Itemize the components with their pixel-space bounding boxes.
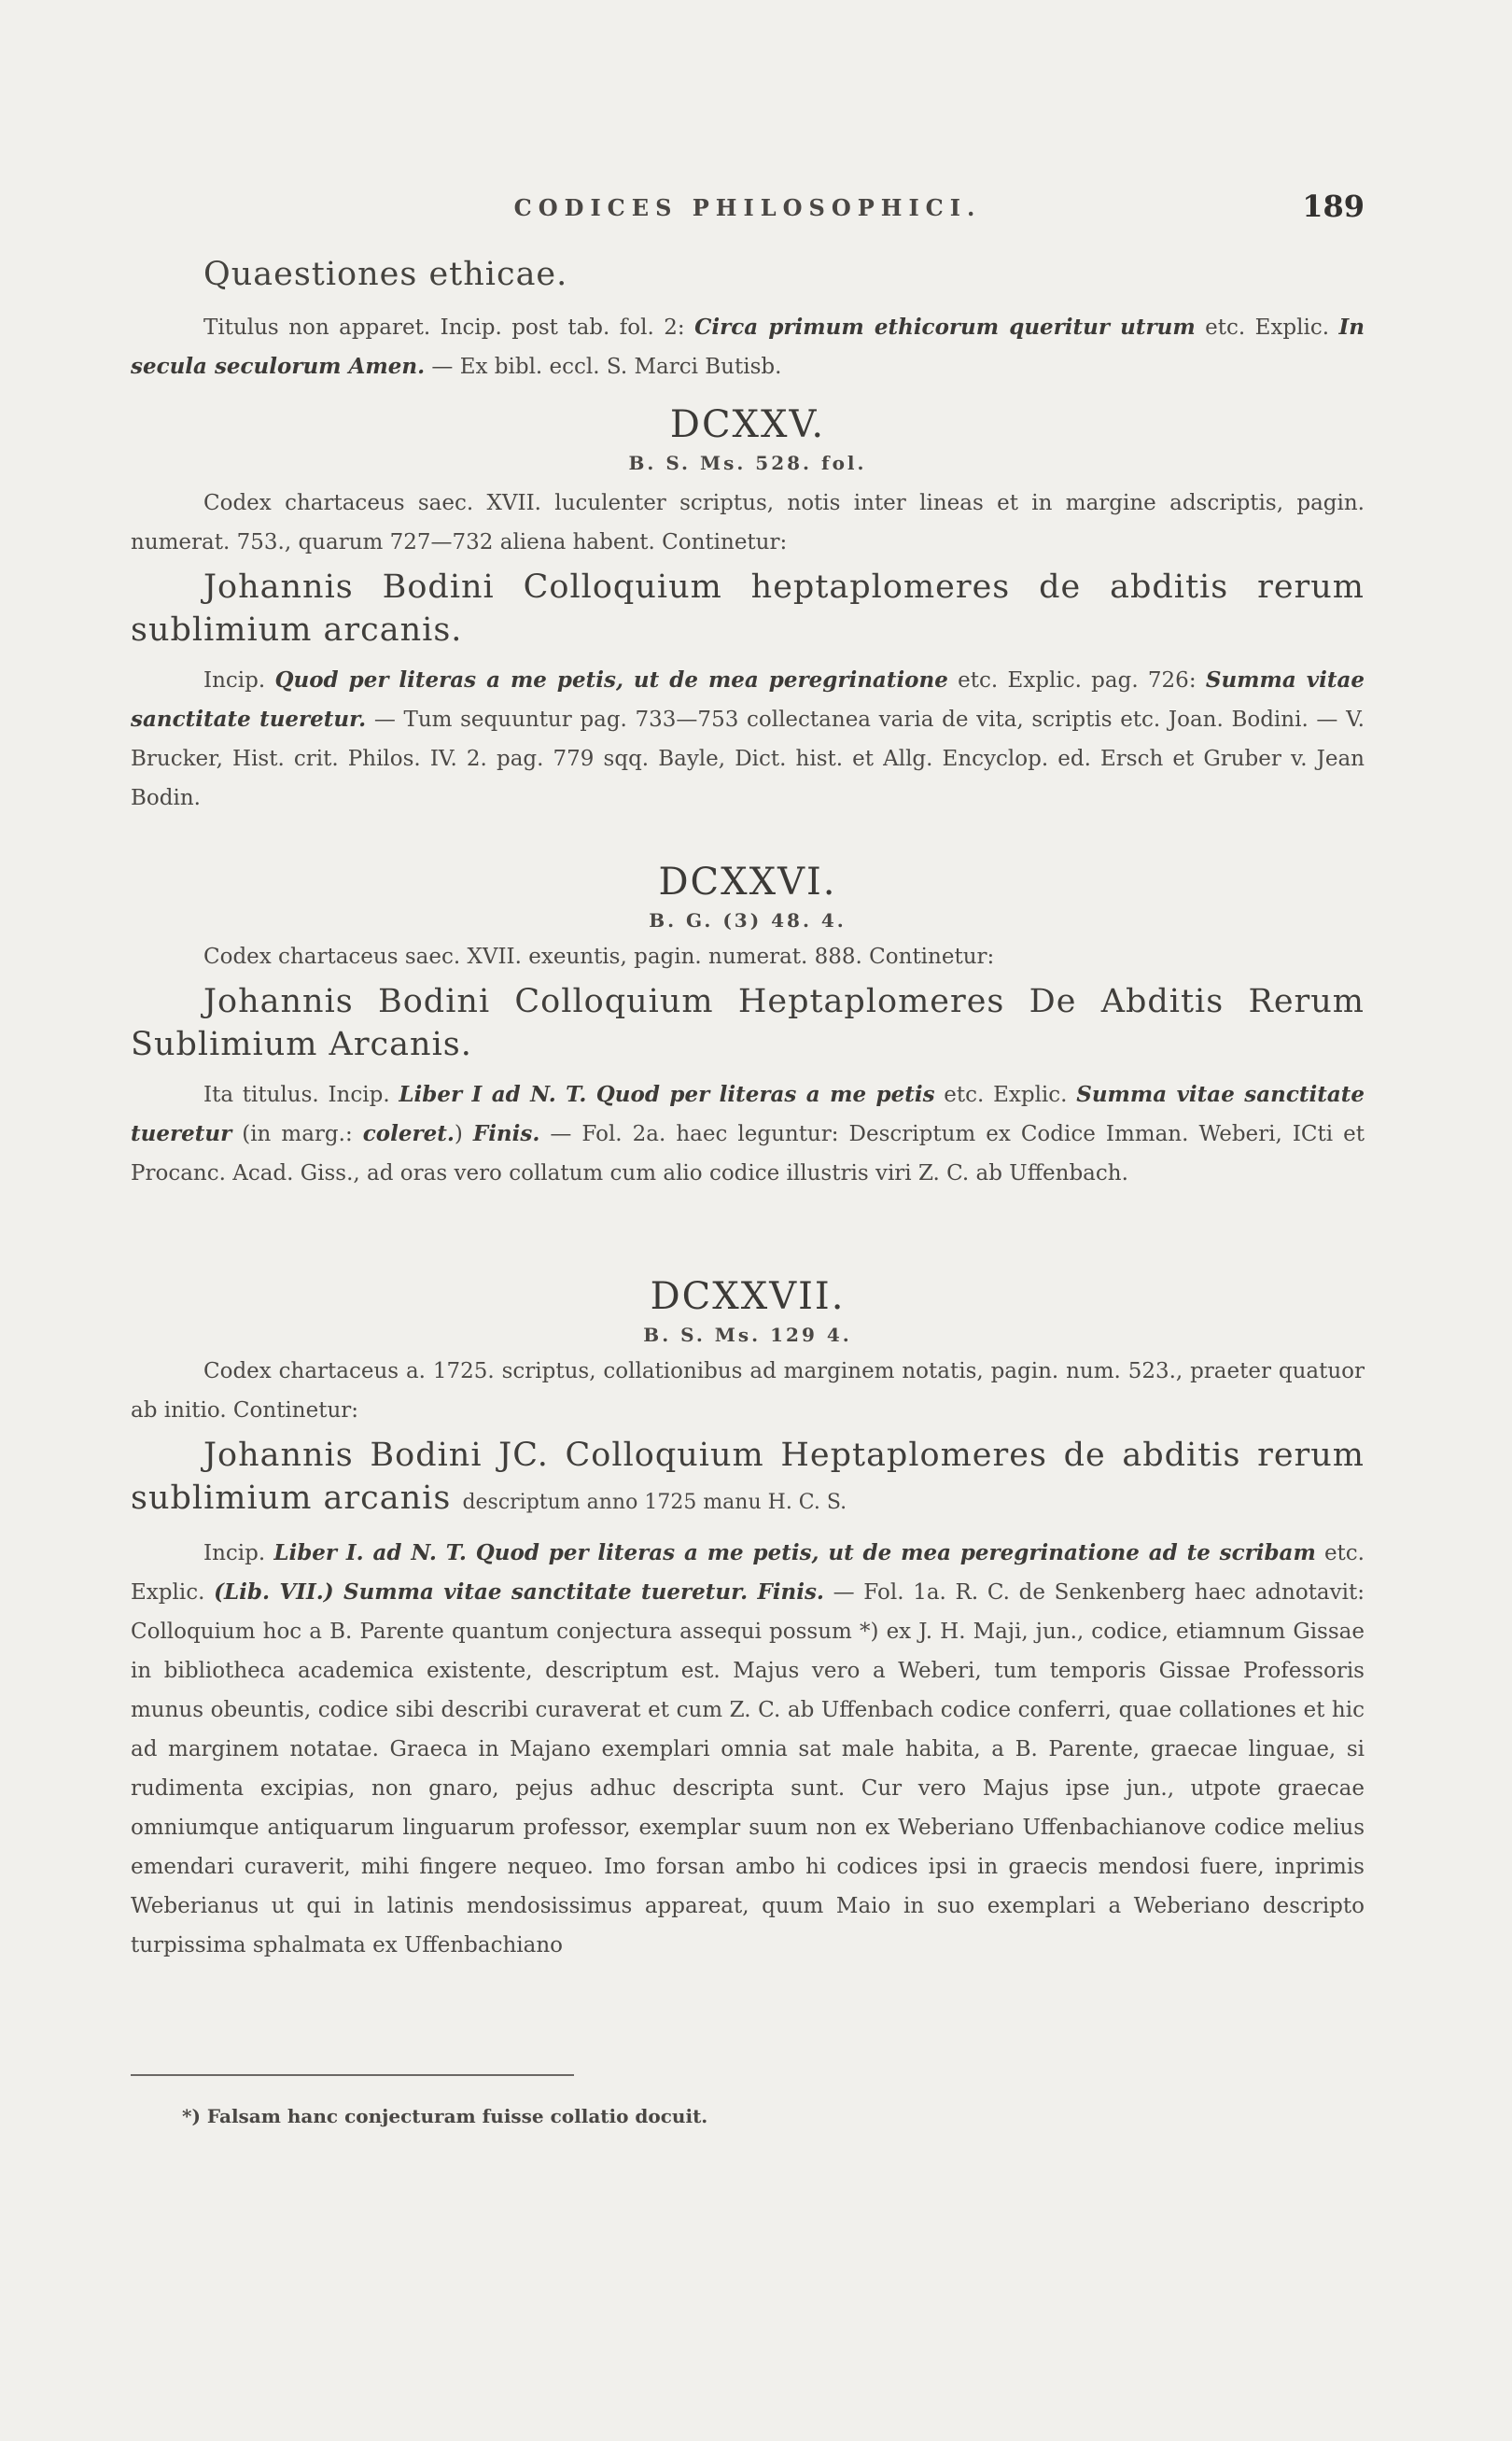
section-text: Titulus non apparet. Incip. post tab. fol. 2: Circa primum ethicorum queritur utrum etc. Explic. In secula seculorum Amen. — Ex bibl. eccl. S. Marci Butisb. <box>131 315 1365 379</box>
codex-description: Codex chartaceus saec. XVII. luculenter scriptus, notis inter lineas et in margine adscriptis, pagin. numerat. 753., quarum 727—732 aliena habent. Continetur: <box>131 491 1365 554</box>
codex-number: DCXXV. <box>669 403 826 446</box>
shelfmark: B. G. (3) 48. 4. <box>649 909 847 932</box>
section-heading: Quaestiones ethicae. <box>203 256 568 293</box>
incipit-text: Incip. Liber I. ad N. T. Quod per literas a me petis, ut de mea peregrinatione ad te scribam etc. Explic. (Lib. VII.) Summa vitae sanctitate tueretur. Finis. — Fol. 1a. R. C. de Senkenberg haec adnotavit: Colloquium hoc a B. Parente quantum conjectura assequi possum *) ex J. H. Maji, jun., codice, etiamnum Gissae in bibliotheca academica existente, descriptum est. Majus vero a Weberi, tum temporis Gissae Professoris munus obeuntis, codice sibi describi curaverat et cum Z. C. ab Uffenbach codice conferri, quae collationes et hic ad marginem notatae. Graeca in Majano exemplari omnia sat male habita, a B. Parente, graecae linguae, si rudimenta excipias, non gnaro, pejus adhuc descripta sunt. Cur vero Majus ipse jun., utpote graecae omniumque antiquarum linguarum professor, exemplar suum non ex Weberiano Uffenbachianove codice melius emendari curaverit, mihi fingere nequeo. Imo forsan ambo hi codices ipsi in graecis mendosi fuere, inprimis Weberianus ut qui in latinis mendosissimus appareat, quum Maio in suo exemplari a Weberiano descripto turpissima sphalmata ex Uffenbachiano <box>131 1540 1365 1957</box>
work-title-text: Johannis Bodini JC. Colloquium Heptaplomeres de abditis rerum sublimium arcanis <box>131 1437 1365 1517</box>
section-quaestiones <box>131 254 1365 386</box>
page-number: 189 <box>1302 189 1365 224</box>
codex-description: Codex chartaceus saec. XVII. exeuntis, pagin. numerat. 888. Continetur: <box>203 945 995 969</box>
codex-625 <box>131 403 1365 818</box>
footnote-divider <box>131 2074 574 2076</box>
shelfmark: B. S. Ms. 129 4. <box>643 1324 852 1346</box>
footnote: *) Falsam hanc conjecturam fuisse collatio docuit. <box>182 2105 708 2127</box>
running-title: CODICES PHILOSOPHICI. <box>513 194 982 221</box>
codex-626 <box>131 861 1365 1193</box>
shelfmark: B. S. Ms. 528. fol. <box>628 452 867 474</box>
incipit-text: Incip. Quod per literas a me petis, ut de mea peregrinatione etc. Explic. pag. 726: Summa vitae sanctitate tueretur. — Tum sequuntur pag. 733—753 collectanea varia de vita, scriptis etc. Joan. Bodini. — V. Brucker, Hist. crit. Philos. IV. 2. pag. 779 sqq. Bayle, Dict. hist. et Allg. Encyclop. ed. Ersch et Gruber v. Jean Bodin. <box>131 667 1365 810</box>
work-title-note: descriptum anno 1725 manu H. C. S. <box>462 1491 847 1514</box>
running-header <box>131 187 1365 224</box>
work-title <box>131 1434 1365 1524</box>
codex-number: DCXXVII. <box>650 1275 846 1318</box>
codex-description: Codex chartaceus a. 1725. scriptus, collationibus ad marginem notatis, pagin. num. 523., praeter quatuor ab initio. Continetur: <box>131 1359 1365 1423</box>
codex-number: DCXXVI. <box>658 861 837 904</box>
incipit-text: Ita titulus. Incip. Liber I ad N. T. Quod per literas a me petis etc. Explic. Summa vitae sanctitate tueretur (in marg.: coleret.) Finis. — Fol. 2a. haec leguntur: Descriptum ex Codice Imman. Weberi, ICti et Procanc. Acad. Giss., ad oras vero collatum cum alio codice illustris viri Z. C. ab Uffenbach. <box>131 1082 1365 1185</box>
codex-627 <box>131 1275 1365 1965</box>
work-title: Johannis Bodini Colloquium Heptaplomeres De Abditis Rerum Sublimium Arcanis. <box>131 983 1365 1063</box>
work-title: Johannis Bodini Colloquium heptaplomeres de abditis rerum sublimium arcanis. <box>131 568 1365 649</box>
